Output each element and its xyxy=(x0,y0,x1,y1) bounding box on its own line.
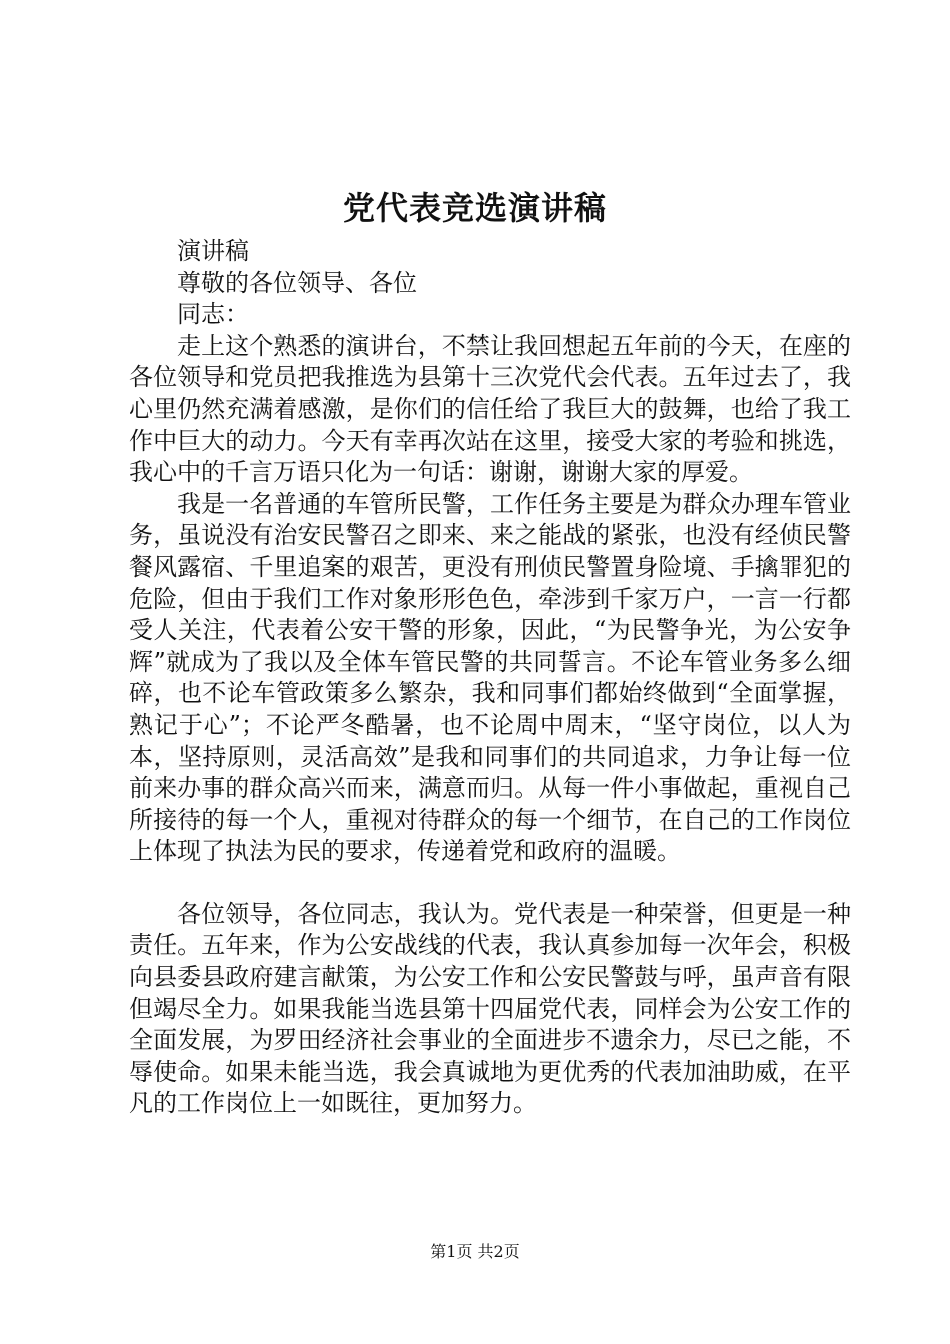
paragraph-salutation: 尊敬的各位领导、各位 xyxy=(177,268,417,297)
document-body xyxy=(129,236,851,1120)
paragraph-intro: 走上这个熟悉的演讲台，不禁让我回想起五年前的今天，在座的各位领导和党员把我推选为县第十三次党代会代表。五年过去了，我心里仍然充满着感激，是你们的信任给了我巨大的鼓舞，也给了我工作中巨大的动力。今天有幸再次站在这里，接受大家的考验和挑选，我心中的千言万语只化为一句话：谢谢，谢谢大家的厚爱。 xyxy=(129,331,851,487)
paragraph-work: 我是一名普通的车管所民警，工作任务主要是为群众办理车管业务，虽说没有治安民警召之即来、来之能战的紧张，也没有经侦民警餐风露宿、千里追案的艰苦，更没有刑侦民警置身险境、手擒罪犯的危险，但由于我们工作对象形形色色，牵涉到千家万户，一言一行都受人关注，代表着公安干警的形象，因此，“为民警争光，为公安争辉”就成为了我以及全体车管民警的共同誓言。不论车管业务多么细碎，也不论车管政策多么繁杂，我和同事们都始终做到“全面掌握，熟记于心”；不论严冬酷暑，也不论周中周末，“坚守岗位，以人为本，坚持原则，灵活高效”是我和同事们的共同追求，力争让每一位前来办事的群众高兴而来，满意而归。从每一件小事做起，重视自己所接待的每一个人，重视对待群众的每一个细节，在自己的工作岗位上体现了执法为民的要求，传递着党和政府的温暖。 xyxy=(129,489,851,866)
paragraph-heading: 演讲稿 xyxy=(177,237,249,265)
paragraph-salutation-cont: 同志： xyxy=(177,300,249,329)
document-title: 党代表竞选演讲稿 xyxy=(342,189,607,227)
page-number: 第1页 共2页 xyxy=(430,1242,520,1261)
paragraph-responsibility: 各位领导，各位同志，我认为。党代表是一种荣誉，但更是一种责任。五年来，作为公安战线的代表，我认真参加每一次年会，积极向县委县政府建言献策，为公安工作和公安民警鼓与呼，虽声音有限但竭尽全力。如果我能当选县第十四届党代表，同样会为公安工作的全面发展，为罗田经济社会事业的全面进步不遗余力，尽已之能，不辱使命。如果未能当选，我会真诚地为更优秀的代表加油助威，在平凡的工作岗位上一如既往，更加努力。 xyxy=(129,899,851,1118)
